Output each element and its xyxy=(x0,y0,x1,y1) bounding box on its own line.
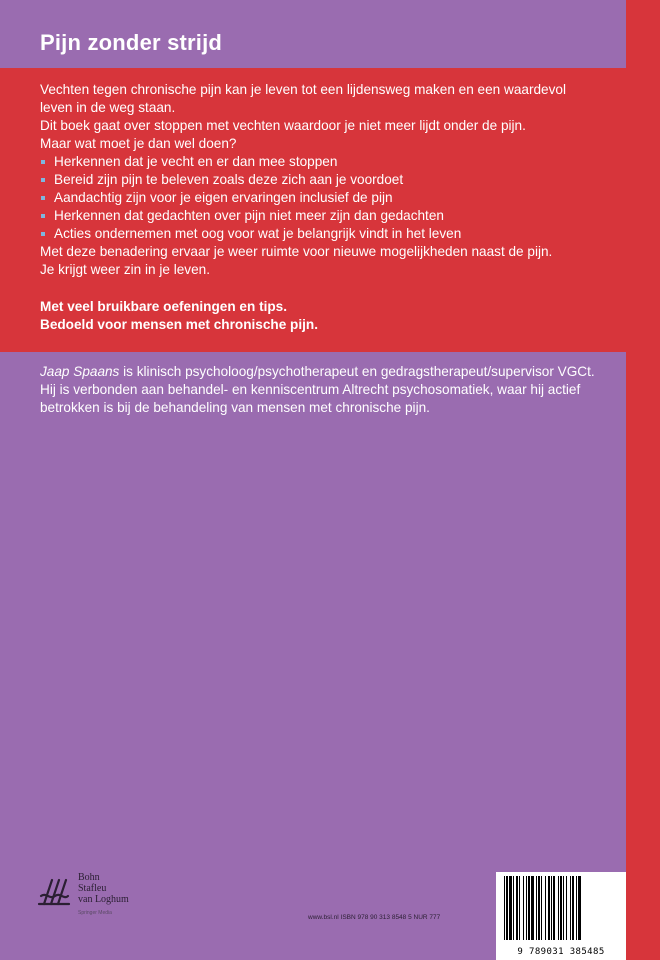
publisher-name xyxy=(78,872,129,905)
intro-line: Maar wat moet je dan wel doen? xyxy=(40,136,237,151)
bullet-item xyxy=(40,225,600,243)
author-bio-text: is klinisch psycholoog/psychotherapeut en gedragstherapeut/supervisor VGCt. Hij is verbonden aan behandel- en kenniscentrum Altrecht psychosomatiek, waar hij actief betrokken is bij de behandeling van mensen met chronische pijn. xyxy=(40,364,595,415)
barcode-bar xyxy=(563,876,564,940)
barcode-bar xyxy=(558,876,559,940)
highlight-line: Met veel bruikbare oefeningen en tips. xyxy=(40,299,288,314)
outro-line: Met deze benadering ervaar je weer ruimte voor nieuwe mogelijkheden naast de pijn. xyxy=(40,244,553,259)
bullet-icon xyxy=(41,160,45,164)
barcode-bar xyxy=(531,876,534,940)
bullet-item xyxy=(40,171,600,189)
bullet-text: Bereid zijn pijn te beleven zoals deze zich aan je voordoet xyxy=(54,172,404,187)
bullet-item xyxy=(40,207,600,225)
barcode-bar xyxy=(523,876,524,940)
bullet-text: Acties ondernemen met oog voor wat je belangrijk vindt in het leven xyxy=(54,226,462,241)
publisher-mark-icon xyxy=(36,874,72,910)
bullet-text: Herkennen dat gedachten over pijn niet meer zijn dan gedachten xyxy=(54,208,444,223)
publisher-tagline: Springer Media xyxy=(78,910,112,916)
barcode-bar xyxy=(545,876,546,940)
bullet-item xyxy=(40,189,600,207)
barcode xyxy=(496,872,626,960)
highlight-line: Bedoeld voor mensen met chronische pijn. xyxy=(40,317,318,332)
blurb-text xyxy=(40,81,600,334)
barcode-bar xyxy=(576,876,577,940)
barcode-digits: 9 789031 385485 xyxy=(517,947,605,957)
barcode-bar xyxy=(516,876,518,940)
barcode-bar xyxy=(560,876,562,940)
barcode-bar xyxy=(526,876,527,940)
author-bio xyxy=(40,363,610,417)
barcode-bar xyxy=(566,876,567,940)
barcode-bar xyxy=(536,876,537,940)
barcode-bar xyxy=(504,876,505,940)
barcode-bars xyxy=(502,876,620,940)
imprint-line: www.bsl.nl ISBN 978 90 313 8548 5 NUR 777 xyxy=(308,914,441,921)
barcode-bar xyxy=(572,876,574,940)
barcode-bar xyxy=(506,876,508,940)
spine-strip xyxy=(626,0,660,960)
publisher-name-line: Bohn xyxy=(78,872,100,883)
barcode-bar xyxy=(519,876,520,940)
intro-line: Vechten tegen chronische pijn kan je leven tot een lijdensweg maken en een waardevol leven in de weg staan. xyxy=(40,82,566,115)
publisher-name-line: Stafleu xyxy=(78,883,107,894)
book-title: Pijn zonder strijd xyxy=(40,30,223,55)
bullet-item xyxy=(40,153,600,171)
barcode-bar xyxy=(513,876,514,940)
bullet-icon xyxy=(41,214,45,218)
author-name: Jaap Spaans xyxy=(40,364,120,379)
barcode-bar xyxy=(528,876,530,940)
outro-line: Je krijgt weer zin in je leven. xyxy=(40,262,210,277)
barcode-bar xyxy=(541,876,542,940)
publisher-name-line: van Loghum xyxy=(78,894,129,905)
bullet-icon xyxy=(41,196,45,200)
highlights xyxy=(40,298,600,334)
bullet-icon xyxy=(41,232,45,236)
blurb-panel xyxy=(0,68,626,352)
title-bar xyxy=(0,0,626,68)
barcode-bar xyxy=(509,876,512,940)
barcode-bar xyxy=(570,876,571,940)
barcode-bar xyxy=(551,876,552,940)
barcode-bar xyxy=(578,876,581,940)
barcode-bar xyxy=(548,876,550,940)
barcode-bar xyxy=(538,876,540,940)
bullet-list xyxy=(40,153,600,243)
bullet-text: Aandachtig zijn voor je eigen ervaringen inclusief de pijn xyxy=(54,190,393,205)
intro-line: Dit boek gaat over stoppen met vechten waardoor je niet meer lijdt onder de pijn. xyxy=(40,118,526,133)
publisher-logo xyxy=(36,872,166,918)
barcode-bar xyxy=(553,876,555,940)
bullet-icon xyxy=(41,178,45,182)
bullet-text: Herkennen dat je vecht en er dan mee stoppen xyxy=(54,154,338,169)
